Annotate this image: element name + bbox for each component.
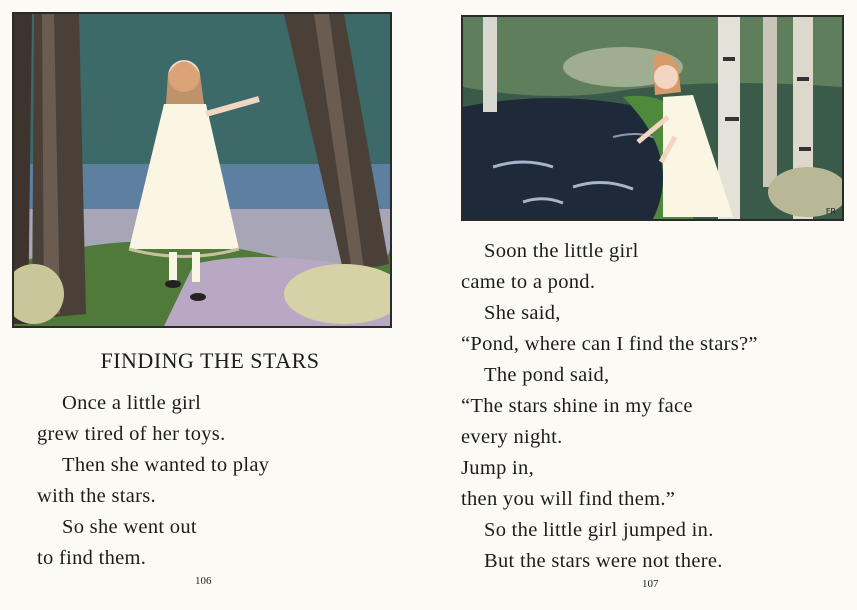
text-line: She said, xyxy=(484,302,561,324)
pond-girl-illustration xyxy=(461,15,844,221)
text-line: Once a little girl xyxy=(62,392,202,414)
text-line: came to a pond. xyxy=(461,271,596,293)
text-line: Then she wanted to play xyxy=(62,454,270,476)
story-title: FINDING THE STARS xyxy=(100,348,320,373)
text-line: every night. xyxy=(461,426,563,448)
text-line: Jump in, xyxy=(461,457,535,479)
text-line: So the little girl jumped in. xyxy=(484,519,714,541)
text-line: then you will find them.” xyxy=(461,488,676,510)
text-line: The pond said, xyxy=(484,364,610,386)
left-page xyxy=(0,0,420,610)
text-line: “Pond, where can I find the stars?” xyxy=(461,333,758,355)
text-line: with the stars. xyxy=(37,485,156,507)
text-line: to find them. xyxy=(37,547,147,569)
text-line: grew tired of her toys. xyxy=(37,423,226,445)
forest-girl-illustration xyxy=(12,12,392,328)
page-number: 106 xyxy=(195,575,212,587)
page-number: 107 xyxy=(642,578,659,590)
right-page xyxy=(430,0,857,610)
text-line: “The stars shine in my face xyxy=(461,395,693,417)
text-line: Soon the little girl xyxy=(484,240,639,262)
illustrator-signature: FR xyxy=(825,207,836,216)
text-line: But the stars were not there. xyxy=(484,550,723,572)
text-line: So she went out xyxy=(62,516,197,538)
